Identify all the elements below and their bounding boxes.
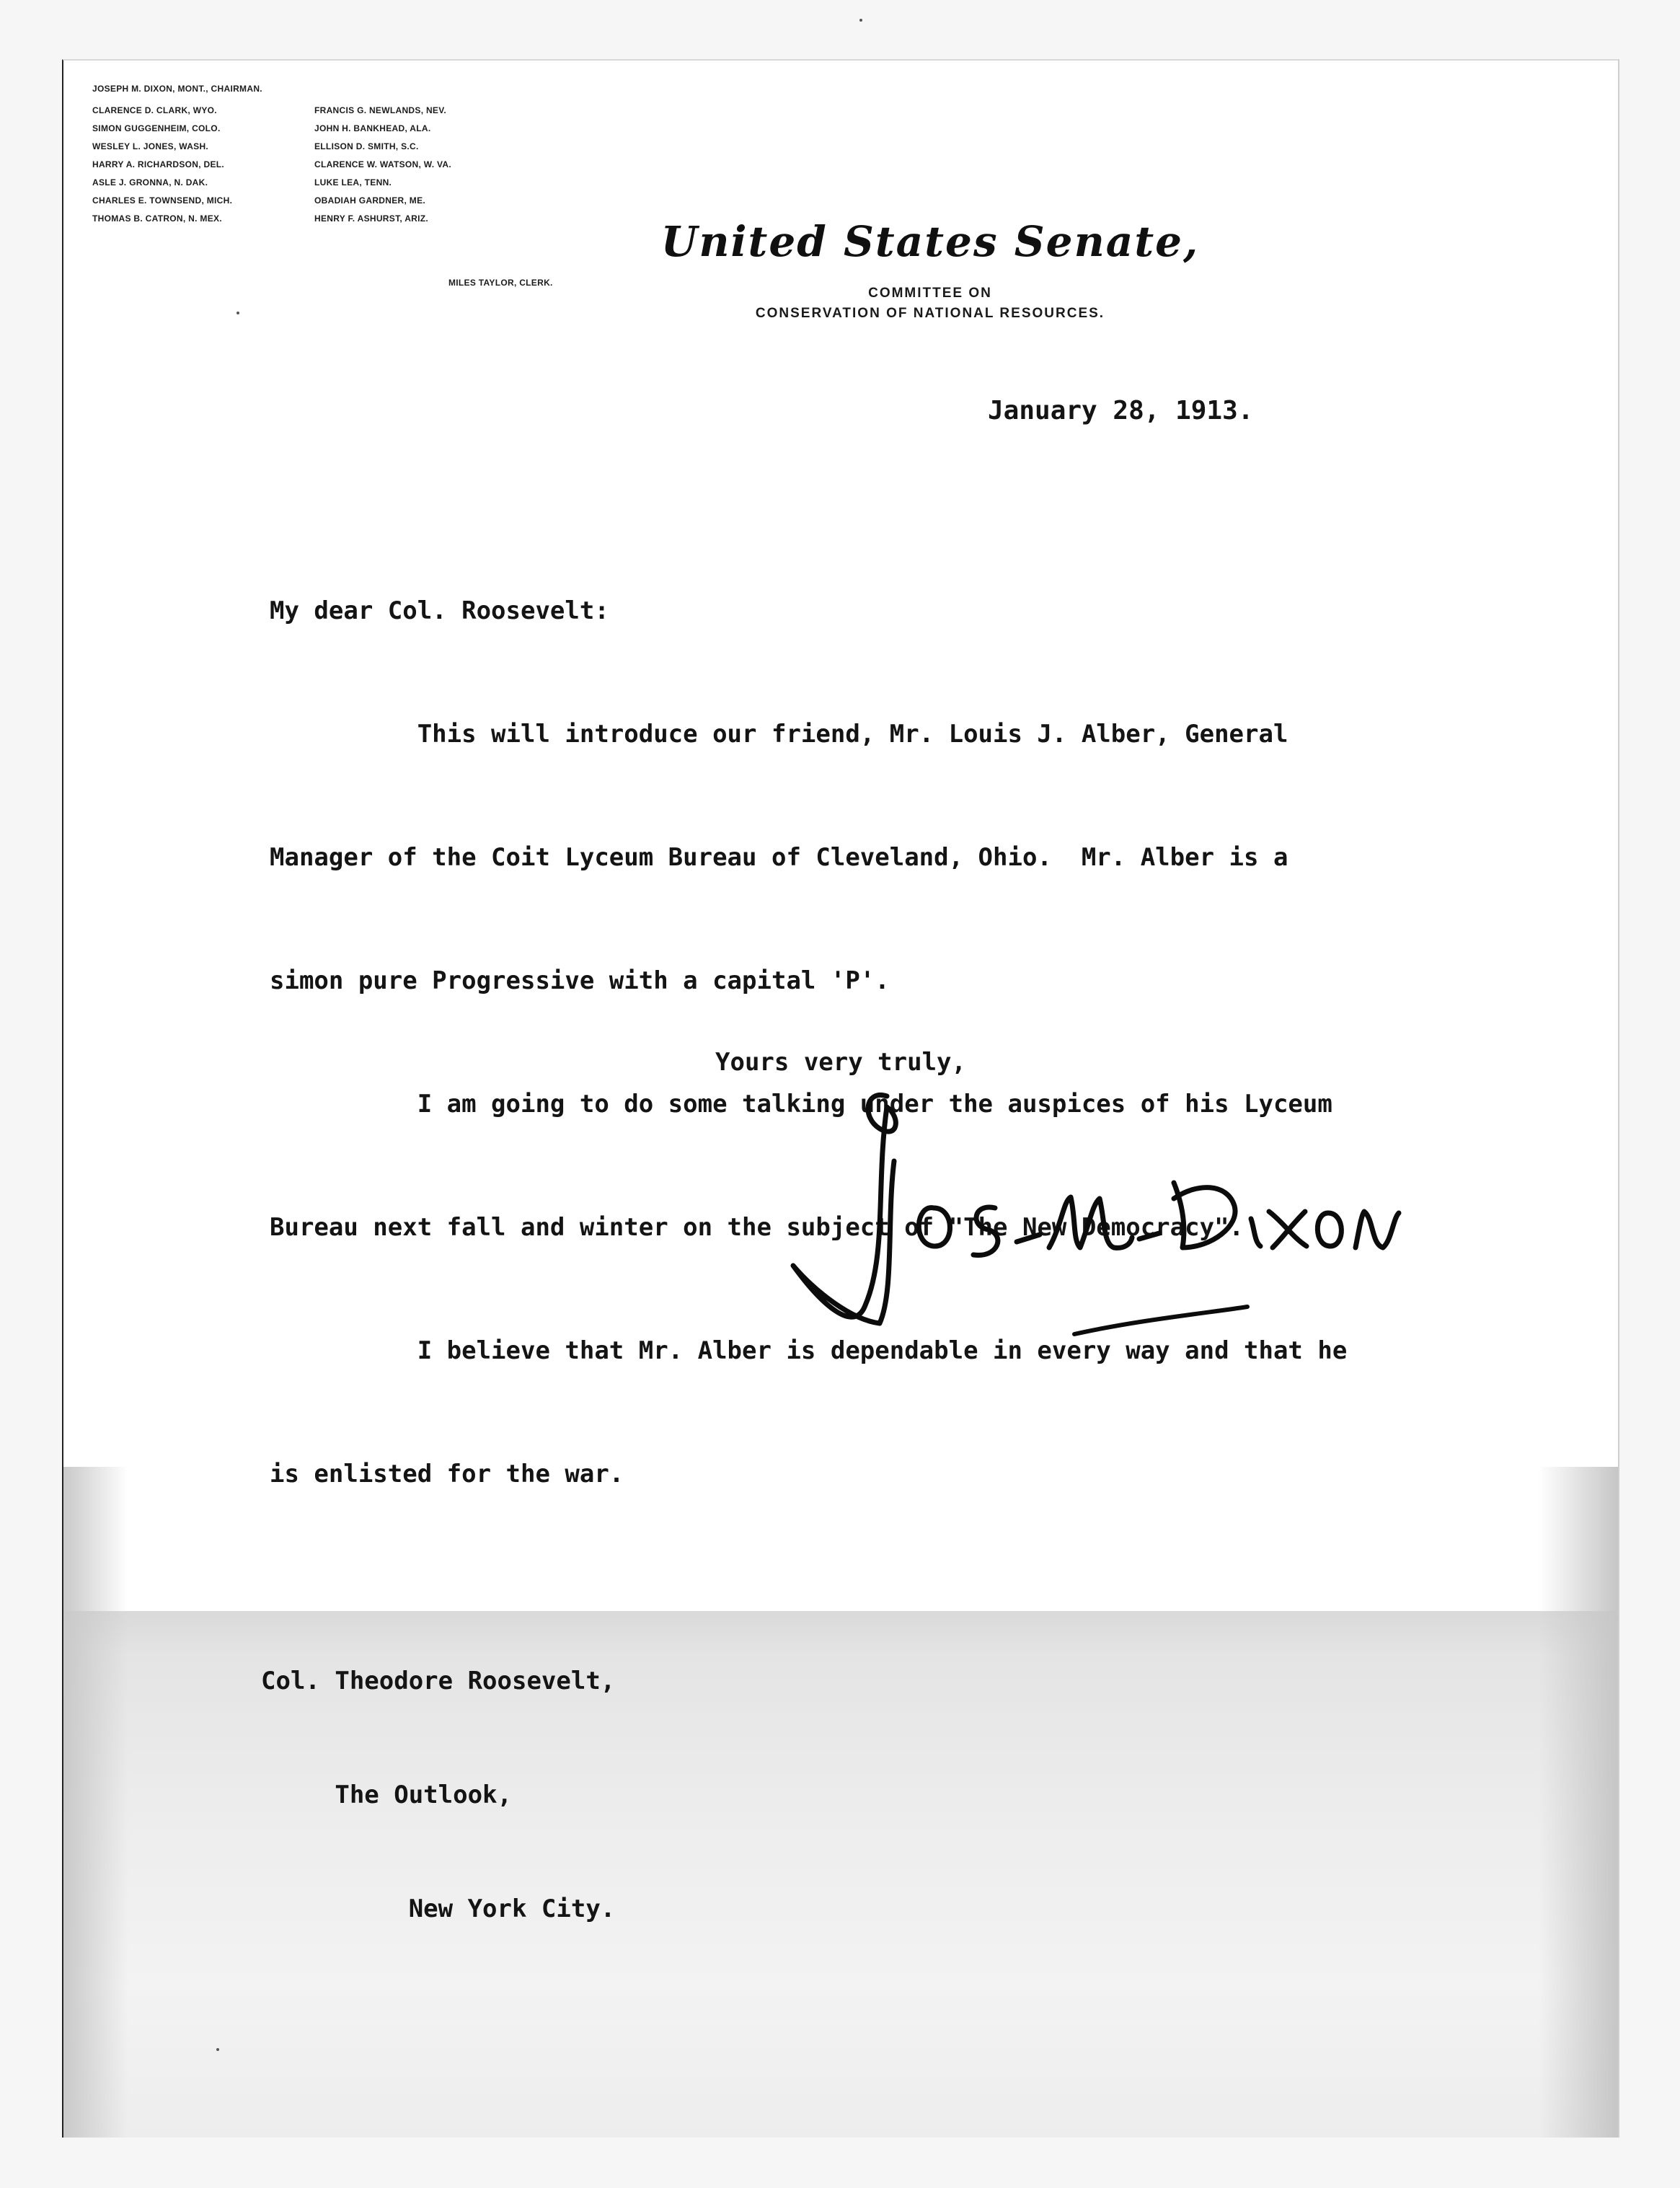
member-name: CLARENCE D. CLARK, WYO. xyxy=(92,105,217,115)
committee-on-label: COMMITTEE ON xyxy=(868,286,992,301)
body-line: simon pure Progressive with a capital 'P'. xyxy=(270,966,890,995)
body-line: I believe that Mr. Alber is dependable in every way and that he xyxy=(270,1336,1348,1365)
scan-speck xyxy=(859,19,862,22)
clerk-line: MILES TAYLOR, CLERK. xyxy=(448,278,553,288)
member-name: ELLISON D. SMITH, S.C. xyxy=(314,141,419,151)
body-line: Bureau next fall and winter on the subject of "The New Democracy". xyxy=(270,1213,1244,1242)
address-line: New York City. xyxy=(261,1894,616,1923)
member-name: HARRY A. RICHARDSON, DEL. xyxy=(92,159,225,169)
chairman-line: JOSEPH M. DIXON, MONT., CHAIRMAN. xyxy=(92,84,262,94)
letter-date: January 28, 1913. xyxy=(988,396,1254,425)
senate-title: United States Senate, xyxy=(660,217,1200,266)
closing: Yours very truly, xyxy=(715,1048,966,1077)
salutation: My dear Col. Roosevelt: xyxy=(270,596,609,625)
member-name: SIMON GUGGENHEIM, COLO. xyxy=(92,123,221,133)
member-name: OBADIAH GARDNER, ME. xyxy=(314,195,426,206)
body-line: Manager of the Coit Lyceum Bureau of Cleveland, Ohio. Mr. Alber is a xyxy=(270,843,1288,872)
member-name: LUKE LEA, TENN. xyxy=(314,177,392,188)
member-name: CHARLES E. TOWNSEND, MICH. xyxy=(92,195,233,206)
address-line: Col. Theodore Roosevelt, xyxy=(261,1667,616,1695)
members-left-column xyxy=(92,102,232,228)
member-name: CLARENCE W. WATSON, W. VA. xyxy=(314,159,452,169)
committee-name: CONSERVATION OF NATIONAL RESOURCES. xyxy=(755,306,1105,321)
body-line: is enlisted for the war. xyxy=(270,1460,624,1488)
fold-shadow-left xyxy=(63,1467,128,2138)
body-line: I am going to do some talking under the auspices of his Lyceum xyxy=(270,1090,1332,1119)
member-name: JOHN H. BANKHEAD, ALA. xyxy=(314,123,431,133)
letterhead xyxy=(606,216,1255,339)
member-name: FRANCIS G. NEWLANDS, NEV. xyxy=(314,105,447,115)
fold-shadow-right xyxy=(1539,1467,1618,2138)
member-name: ASLE J. GRONNA, N. DAK. xyxy=(92,177,208,188)
committee-roster xyxy=(92,84,611,300)
member-name: HENRY F. ASHURST, ARIZ. xyxy=(314,213,429,224)
members-right-column xyxy=(314,102,451,228)
member-name: WESLEY L. JONES, WASH. xyxy=(92,141,209,151)
signature xyxy=(779,1075,1413,1349)
address-line: The Outlook, xyxy=(261,1781,512,1809)
body-line: This will introduce our friend, Mr. Louis J. Alber, General xyxy=(270,720,1288,749)
member-name: THOMAS B. CATRON, N. MEX. xyxy=(92,213,222,224)
scan-speck xyxy=(216,2048,219,2051)
scan-speck xyxy=(236,312,239,314)
recipient-address xyxy=(261,1595,615,1995)
